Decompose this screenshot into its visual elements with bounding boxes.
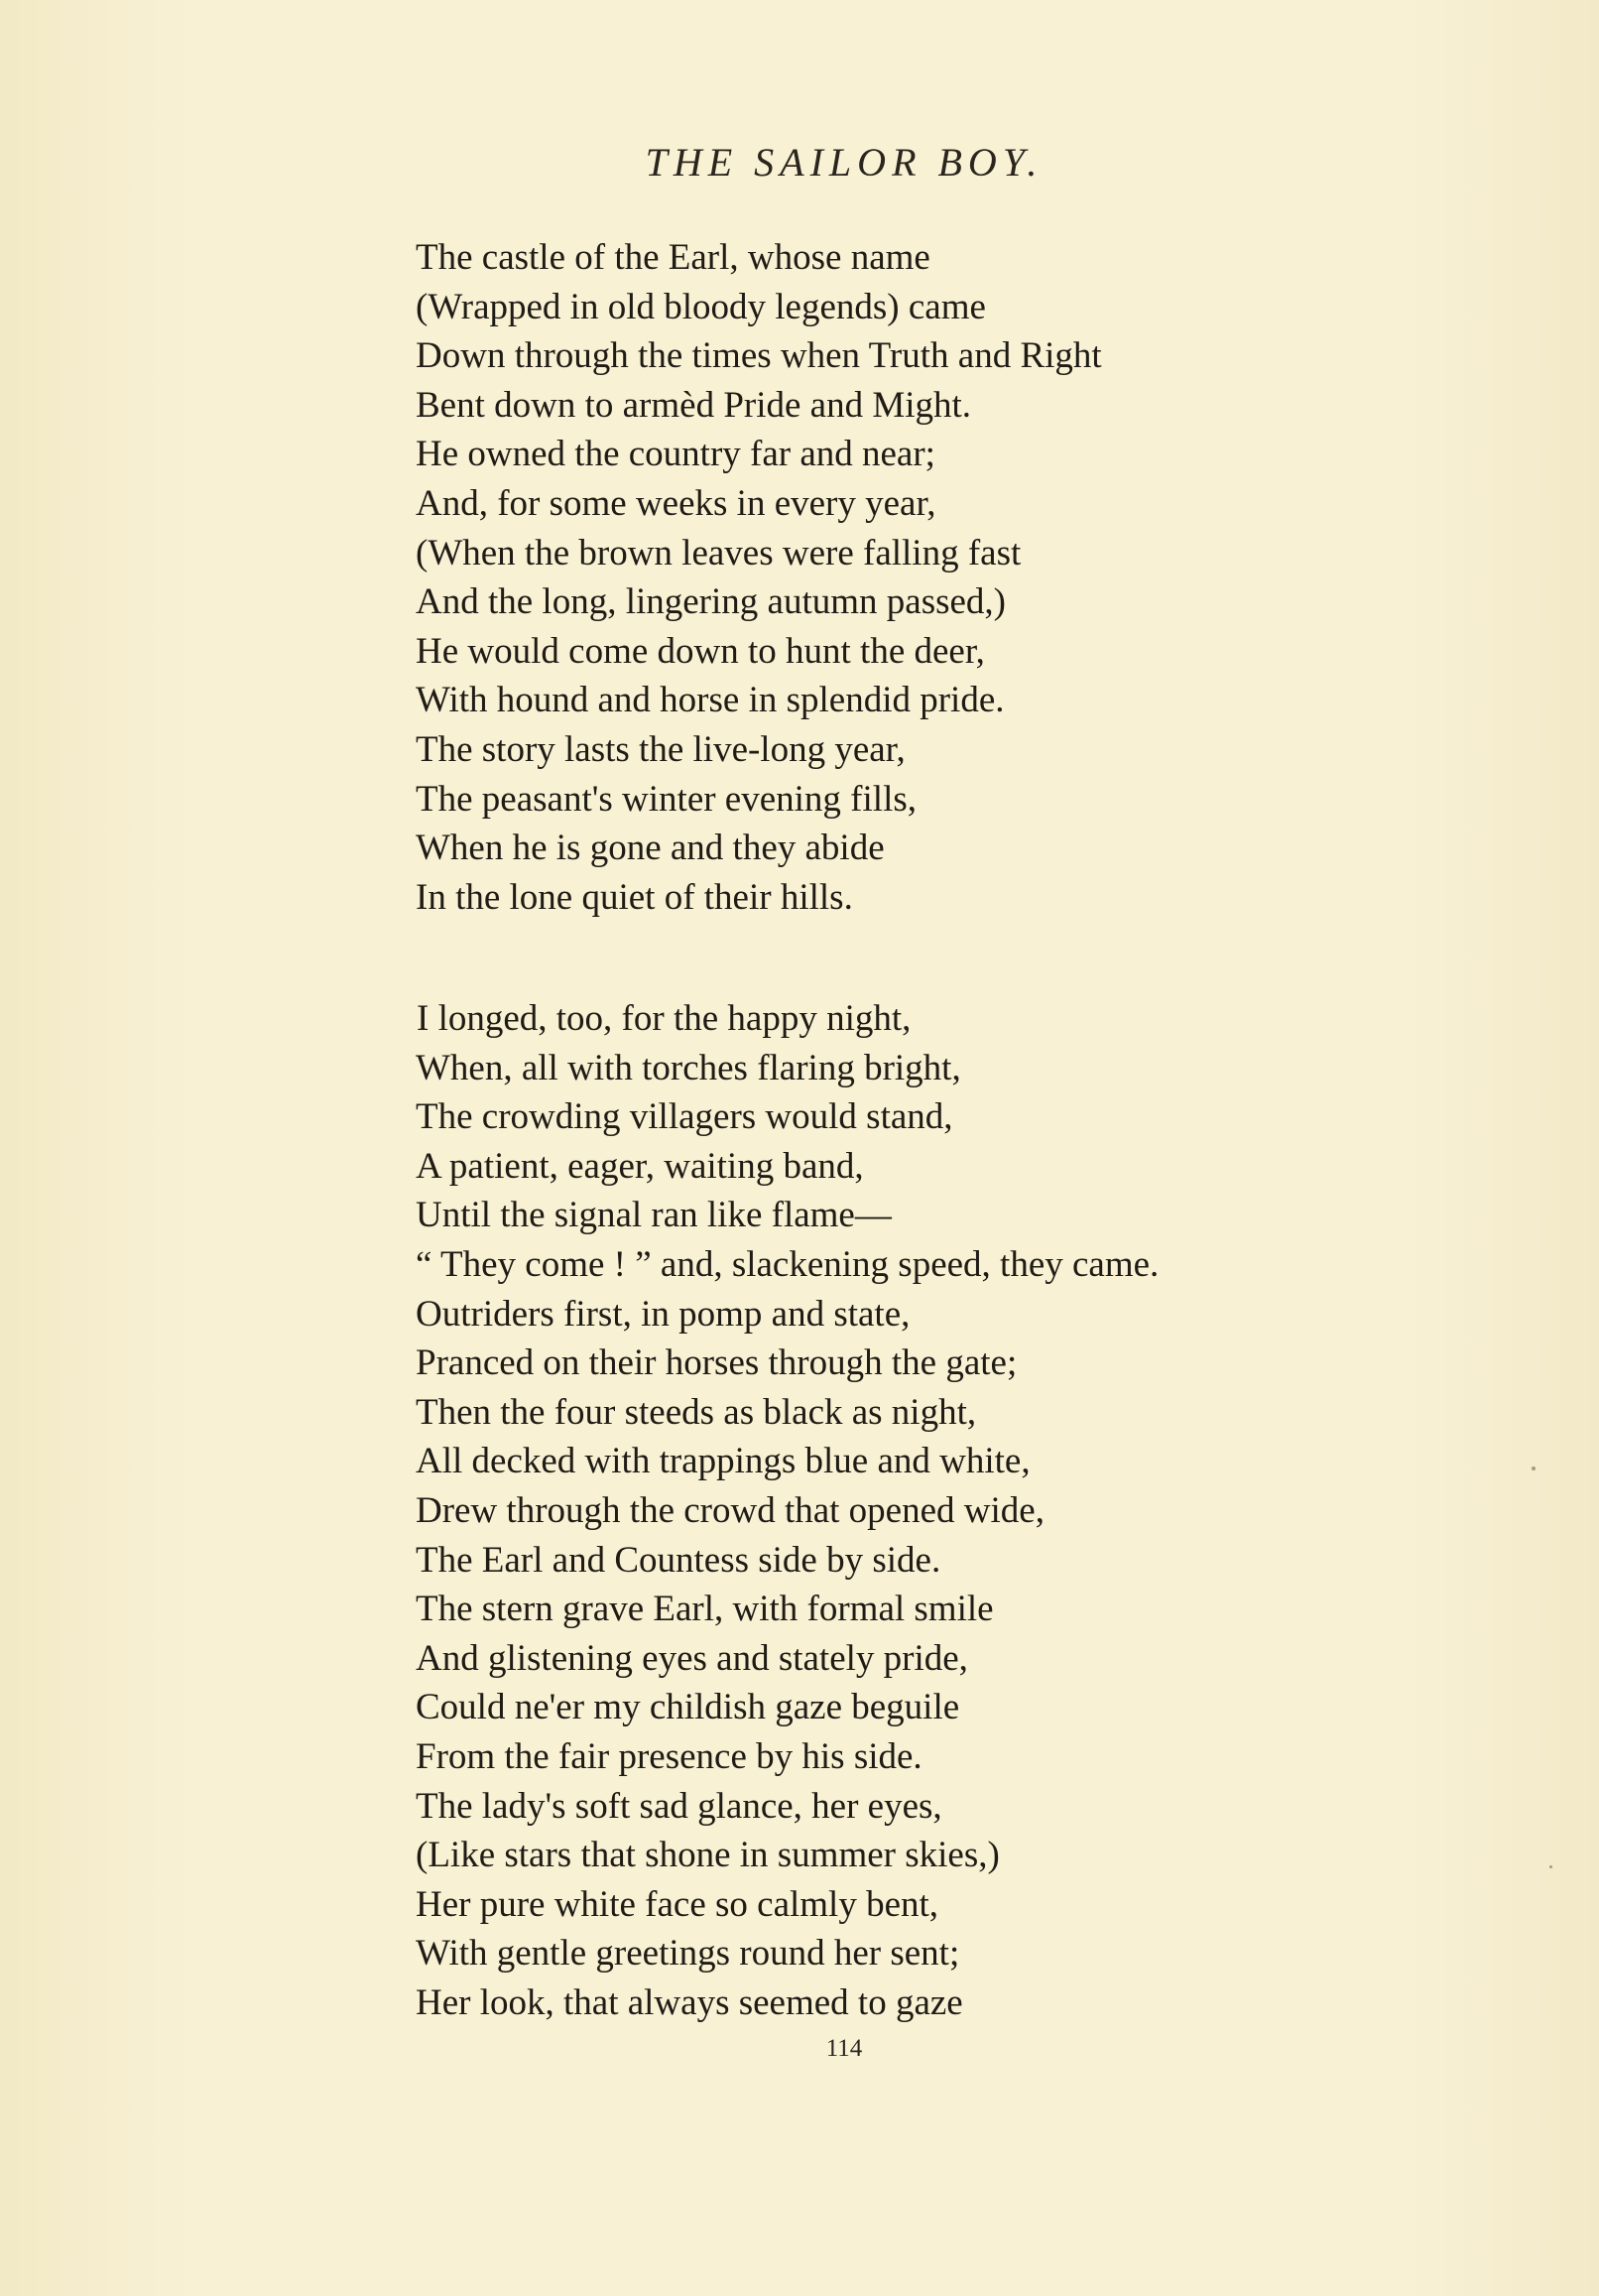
- verse-line: All decked with trappings blue and white,: [416, 1441, 1031, 1482]
- verse-line: “ They come ! ” and, slackening speed, they came.: [416, 1243, 1160, 1285]
- stanza-1: [416, 233, 1102, 922]
- verse-line: The crowding villagers would stand,: [416, 1096, 953, 1138]
- verse-line: He owned the country far and near;: [416, 434, 935, 475]
- verse-line-indented: I longed, too, for the happy night,: [417, 998, 912, 1039]
- verse-line: With hound and horse in splendid pride.: [416, 680, 1005, 721]
- verse-line: The peasant's winter evening fills,: [416, 778, 917, 820]
- verse-line: When he is gone and they abide: [416, 828, 885, 869]
- verse-line: (When the brown leaves were falling fast: [416, 532, 1022, 574]
- verse-line: Pranced on their horses through the gate;: [416, 1342, 1018, 1384]
- verse-line: Outriders first, in pomp and state,: [416, 1293, 911, 1335]
- verse-line: (Wrapped in old bloody legends) came: [416, 286, 986, 327]
- verse-line: The story lasts the live-long year,: [416, 728, 906, 770]
- verse-line: Down through the times when Truth and Right: [416, 335, 1102, 377]
- verse-line: And the long, lingering autumn passed,): [416, 581, 1006, 623]
- verse-line: The castle of the Earl, whose name: [416, 237, 930, 278]
- verse-line: Until the signal ran like flame—: [416, 1195, 892, 1236]
- verse-line: In the lone quiet of their hills.: [416, 876, 853, 918]
- verse-line: Then the four steeds as black as night,: [416, 1391, 977, 1433]
- page-number: 114: [825, 2035, 863, 2062]
- verse-line: And, for some weeks in every year,: [416, 482, 936, 524]
- verse-line: With gentle greetings round her sent;: [416, 1933, 960, 1975]
- verse-line: Bent down to armèd Pride and Might.: [416, 384, 972, 426]
- stanza-2: [416, 994, 1159, 2027]
- verse-line: (Like stars that shone in summer skies,): [416, 1835, 1000, 1876]
- verse-line: From the fair presence by his side.: [416, 1735, 922, 1777]
- verse-line: He would come down to hunt the deer,: [416, 630, 985, 672]
- verse-line: Could ne'er my childish gaze beguile: [416, 1687, 960, 1728]
- verse-line: Drew through the crowd that opened wide,: [416, 1489, 1045, 1531]
- verse-line: The Earl and Countess side by side.: [416, 1539, 941, 1581]
- paper-speck: [1549, 1865, 1552, 1868]
- paper-speck: [1532, 1467, 1536, 1470]
- running-head: THE SAILOR BOY.: [645, 140, 1044, 185]
- verse-line: Her look, that always seemed to gaze: [416, 1981, 963, 2023]
- verse-line: And glistening eyes and stately pride,: [416, 1637, 968, 1679]
- verse-line: A patient, eager, waiting band,: [416, 1145, 864, 1187]
- verse-line: Her pure white face so calmly bent,: [416, 1883, 939, 1925]
- verse-line: The stern grave Earl, with formal smile: [416, 1589, 994, 1630]
- verse-line: The lady's soft sad glance, her eyes,: [416, 1785, 942, 1827]
- verse-line: When, all with torches flaring bright,: [416, 1047, 961, 1088]
